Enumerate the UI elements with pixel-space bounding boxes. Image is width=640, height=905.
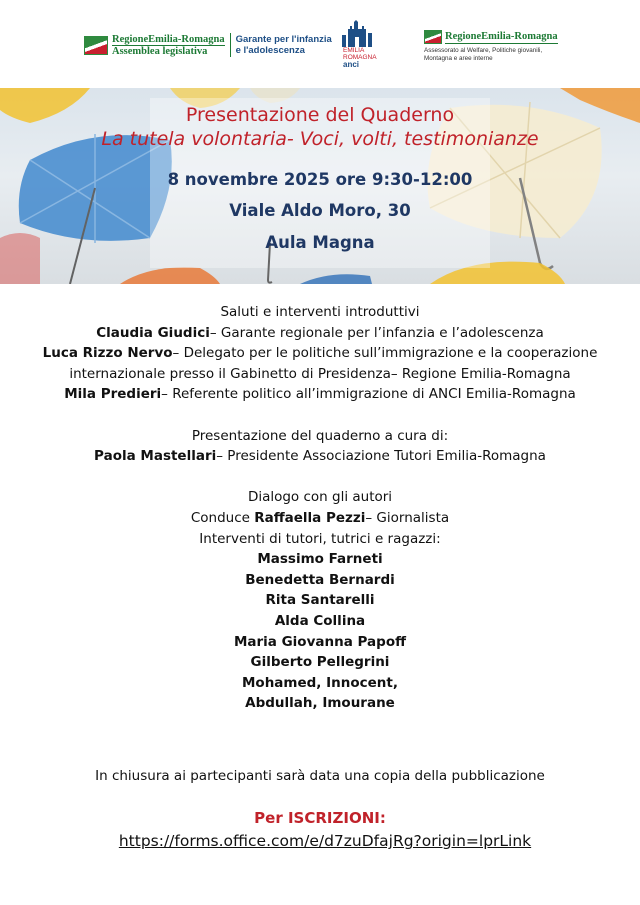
rer-name: RegioneEmilia-Romagna [112,33,225,45]
speaker-role: – Presidente Associazione Tutori Emilia-Romagna [216,448,546,465]
garante-line-2: e l'adolescenza [235,45,305,56]
speaker-luca-rizzo-nervo [40,343,600,384]
regione-flag-icon [84,36,108,55]
event-subtitle: La tutela volontaria- Voci, volti, testimonianze [101,128,539,150]
anci-tower-icon [338,17,376,47]
assessorato-line-1: Assessorato al Welfare, Politiche giovanili, [424,47,543,54]
participant: Rita Santarelli [265,592,375,609]
participant: Benedetta Bernardi [245,571,395,588]
event-date: 8 novembre 2025 ore 9:30-12:00 [167,170,473,189]
rer-name-2: RegioneEmilia-Romagna [445,30,558,42]
participant: Massimo Farneti [257,551,383,568]
speaker-role: – Delegato per le politiche sull’immigrazione e la cooperazione internazionale presso il Gabinetto di Presidenza– Regione Emilia-Romagna [69,345,598,382]
closing-note: In chiusura ai partecipanti sarà data una copia della pubblicazione [95,768,545,784]
event-room: Aula Magna [265,233,375,252]
speaker-name: Luca Rizzo Nervo [42,345,173,362]
logo-header [0,0,640,88]
dialogue-heading: Dialogo con gli autori [247,489,393,506]
participant: Mohamed, Innocent, [241,674,398,691]
speaker-claudia-giudici [40,323,600,344]
event-program [40,302,600,714]
logo-assemblea-legislativa [84,33,332,57]
moderator-role: – Giornalista [365,509,450,526]
speaker-role: – Garante regionale per l’infanzia e l’adolescenza [209,324,544,341]
registration-label: Per ISCRIZIONI: [254,809,386,827]
umbrella-banner [0,88,640,284]
anci-region-1: EMILIA [343,47,365,54]
logo-divider [230,33,231,57]
participant: Alda Collina [274,612,366,629]
event-title: Presentazione del Quaderno [185,104,455,126]
umbrella-orange-bottom [120,267,220,284]
speaker-role: – Referente politico all’immigrazione di ANCI Emilia-Romagna [161,386,576,403]
assemblea-name: Assemblea legislativa [112,45,225,57]
logo-assessorato [424,30,558,63]
assessorato-line-2: Montagna e aree interne [424,55,493,62]
logo-anci [335,17,379,68]
speaker-name: Claudia Giudici [96,324,210,341]
participant: Abdullah, Imourane [245,695,395,712]
speaker-paola-mastellari [40,446,600,467]
regione-flag-icon [424,30,442,44]
speaker-mila-predieri [40,384,600,405]
participant: Gilberto Pellegrini [250,654,390,671]
interventions-heading: Interventi di tutori, tutrici e ragazzi: [199,530,441,547]
intro-heading: Saluti e interventi introduttivi [220,304,420,320]
registration-link[interactable]: https://forms.office.com/e/d7zuDfajRg?origin=lprLink [118,832,532,850]
garante-line-1: Garante per l'infanzia [235,34,332,45]
presentation-heading: Presentazione del quaderno a cura di: [191,427,449,444]
anci-name: anci [343,60,360,69]
participant: Maria Giovanna Papoff [233,633,407,650]
speaker-name: Mila Predieri [64,386,162,403]
moderator-name: Raffaella Pezzi [254,509,366,526]
participants-list [40,549,600,714]
speaker-name: Paola Mastellari [94,448,217,465]
moderator-prefix: Conduce [190,509,255,526]
event-address: Viale Aldo Moro, 30 [229,201,411,220]
anci-region-2: ROMAGNA [343,54,377,61]
umbrella-blue-bottom [300,274,372,284]
moderator [40,508,600,529]
